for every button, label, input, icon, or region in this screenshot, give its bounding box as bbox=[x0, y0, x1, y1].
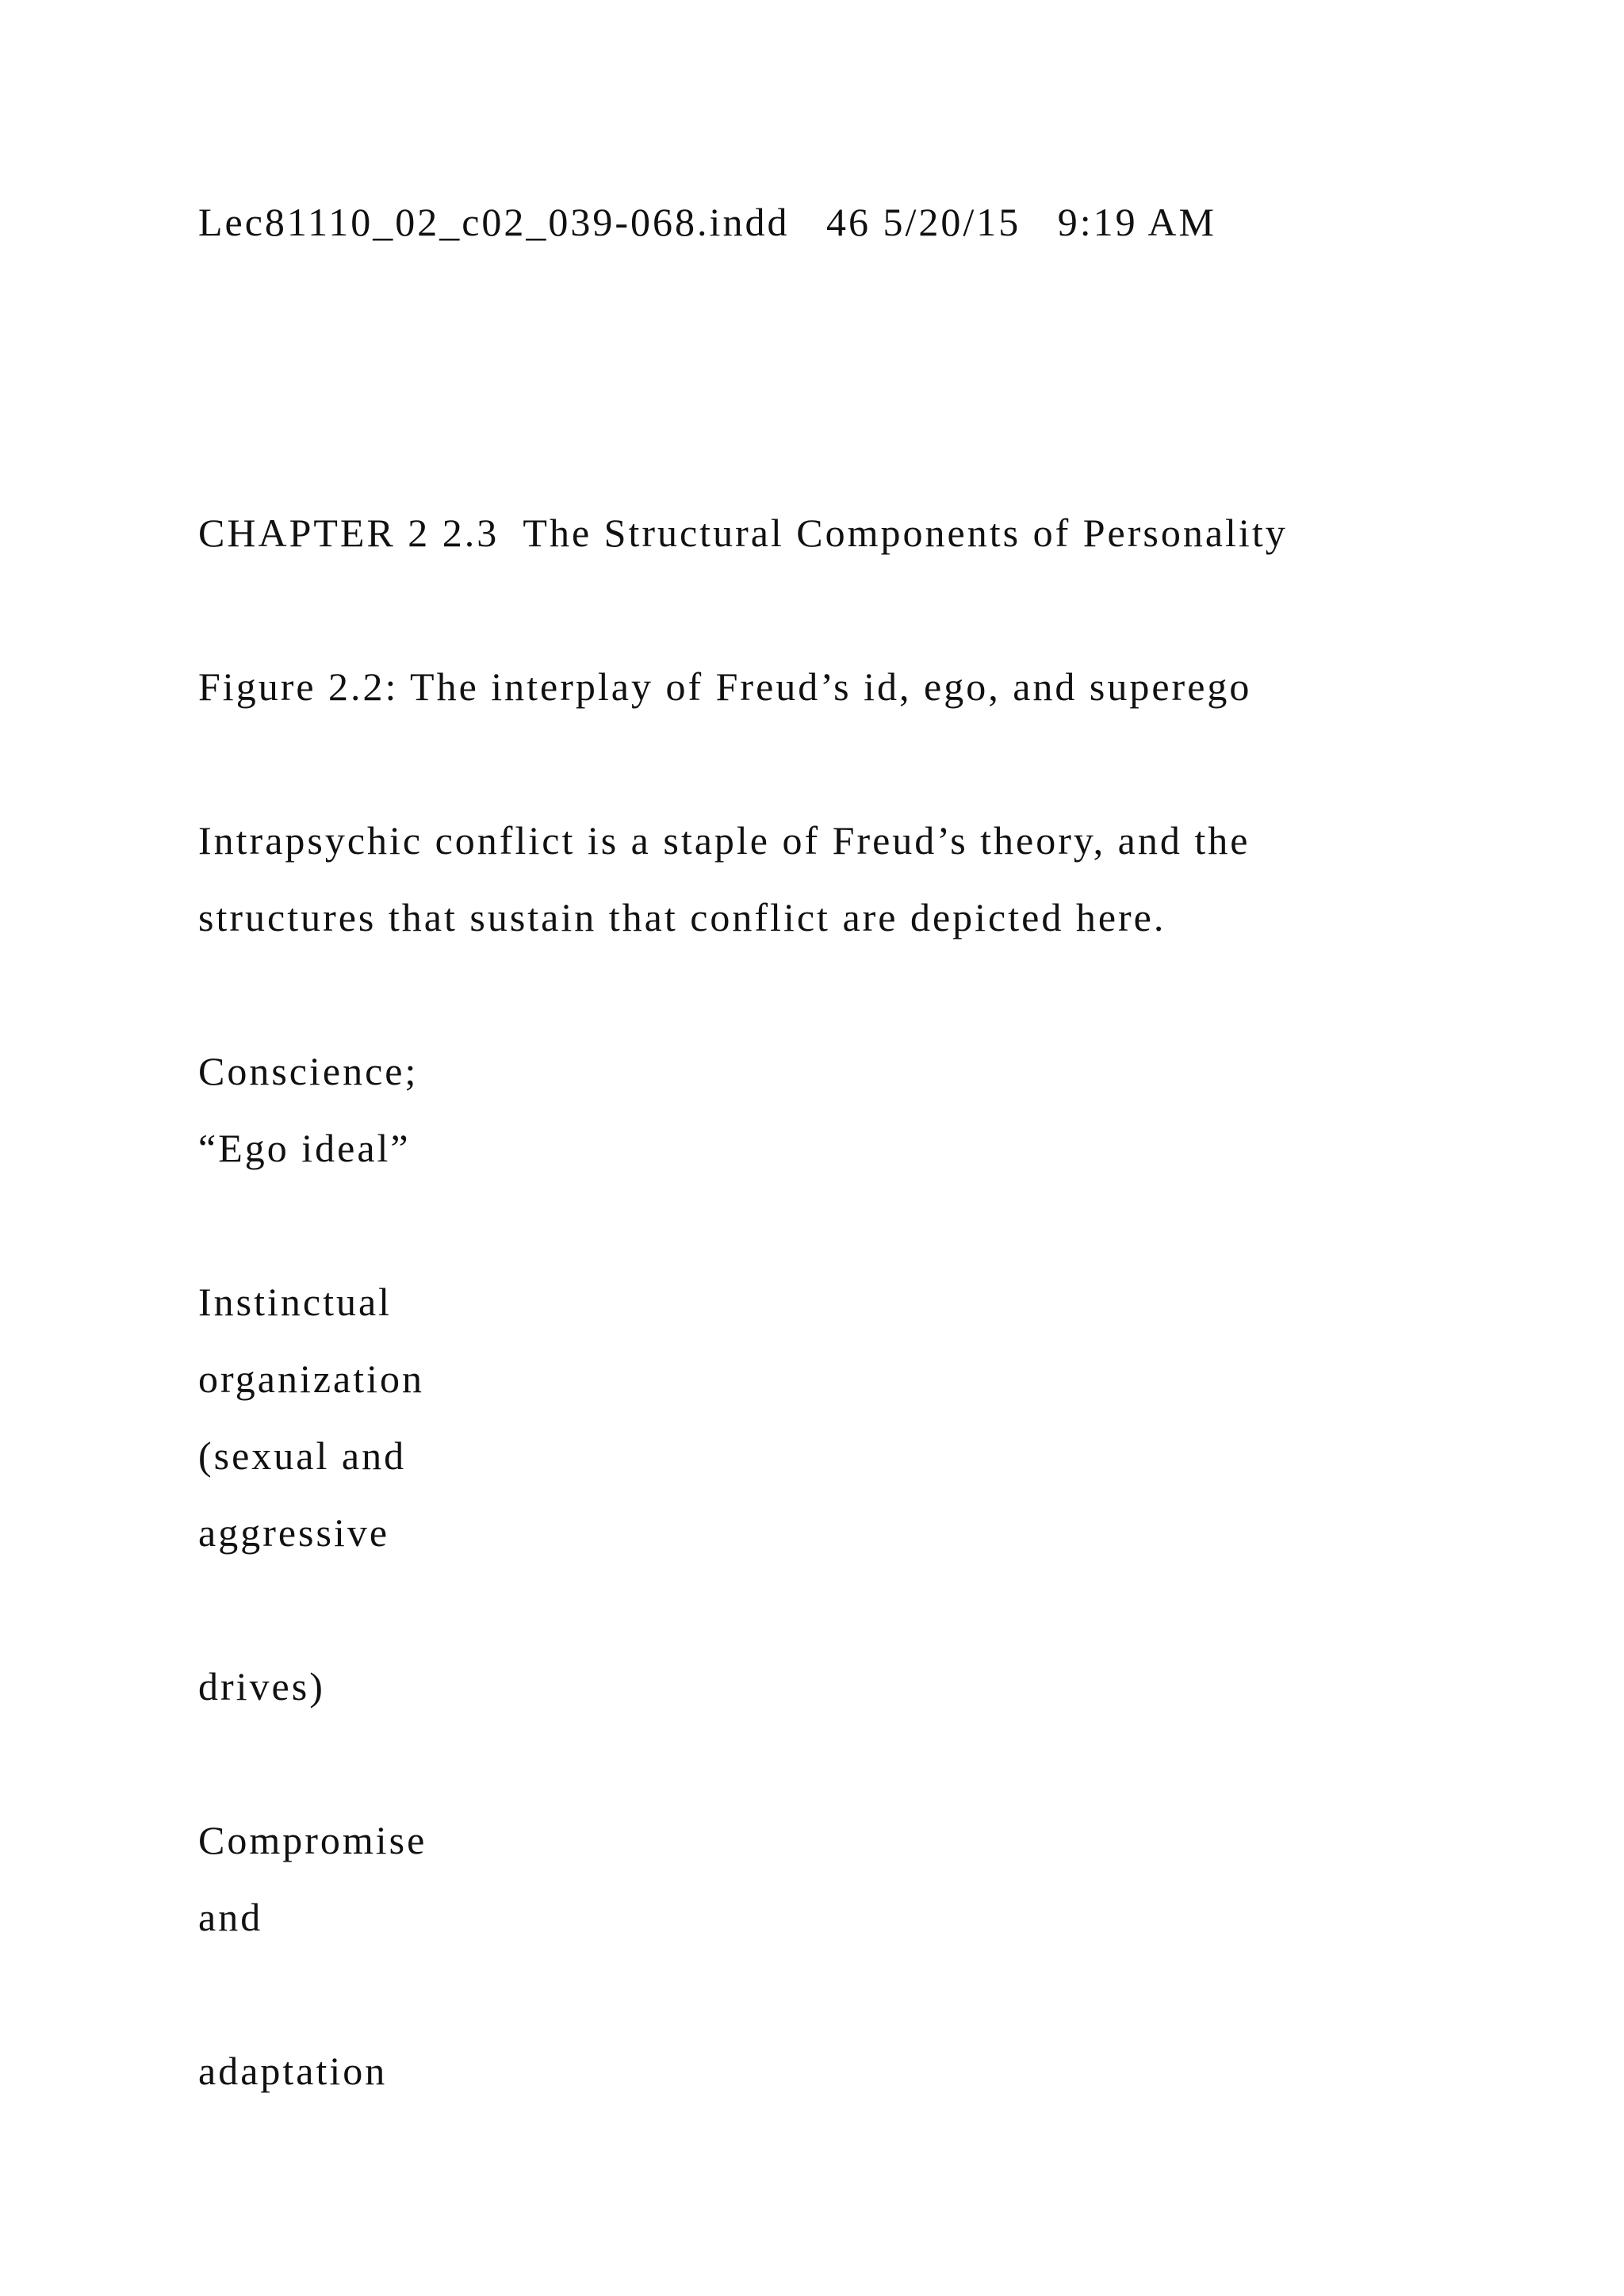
id-label-line-5: drives) bbox=[198, 1664, 325, 1709]
id-label-line-2: organization bbox=[198, 1357, 424, 1401]
superego-label-line-1: Conscience; bbox=[198, 1049, 419, 1093]
file-info-header: Lec81110_02_c02_039-068.indd 46 5/20/15 9:19 AM bbox=[198, 200, 1216, 244]
figure-description-line-1: Intrapsychic conflict is a staple of Freud’s theory, and the bbox=[198, 818, 1251, 863]
id-label-line-3: (sexual and bbox=[198, 1433, 407, 1478]
id-label-line-4: aggressive bbox=[198, 1510, 390, 1555]
ego-label-line-1: Compromise bbox=[198, 1818, 427, 1862]
chapter-heading: CHAPTER 2 2.3 The Structural Components of Personality bbox=[198, 511, 1288, 555]
superego-label-line-2: “Ego ideal” bbox=[198, 1126, 411, 1170]
ego-label-line-2: and bbox=[198, 1895, 263, 1939]
figure-caption: Figure 2.2: The interplay of Freud’s id, ego, and superego bbox=[198, 664, 1252, 709]
ego-label-line-3: adaptation bbox=[198, 2049, 388, 2093]
id-label-line-1: Instinctual bbox=[198, 1280, 393, 1324]
figure-description-line-2: structures that sustain that conflict are depicted here. bbox=[198, 895, 1166, 939]
